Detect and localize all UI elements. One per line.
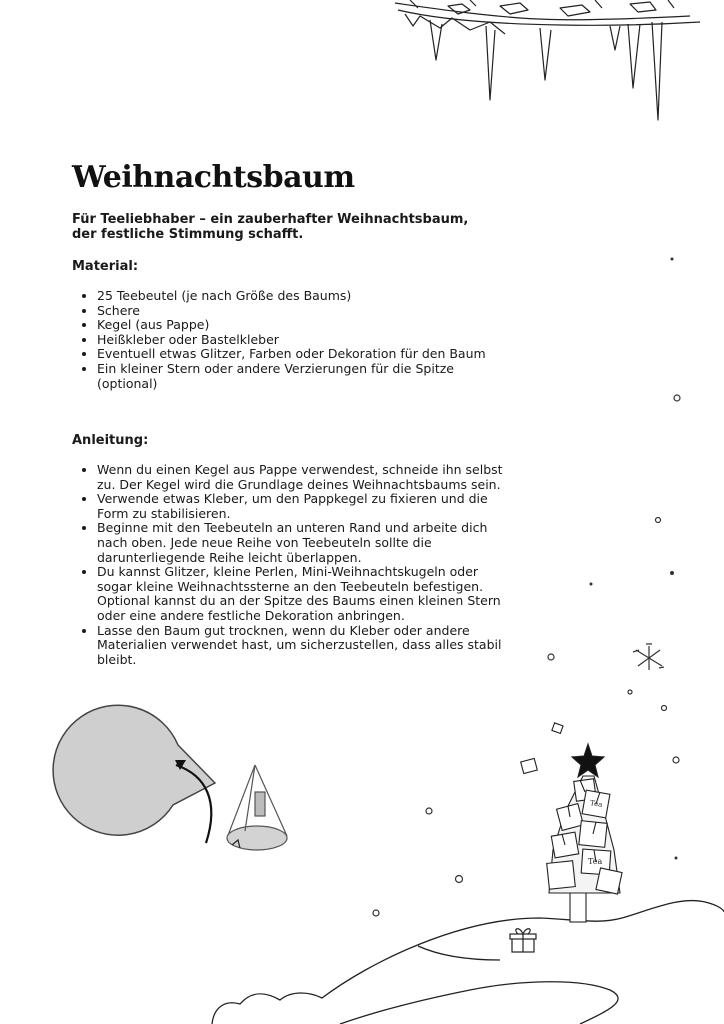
list-item: • Beginne mit den Teebeuteln an unteren Rand und arbeite dich nach oben. Jede neue Reihe von Teebeuteln sollte die darunterliegende Reihe leicht überlappen.: [97, 521, 507, 565]
instructions-heading: Anleitung:: [72, 433, 149, 448]
page-title: Weihnachtsbaum: [72, 160, 355, 195]
list-item: • Lasse den Baum gut trocknen, wenn du Kleber oder andere Materialien verwendet hast, um sicherzustellen, dass alles stabil bleibt.: [97, 624, 507, 668]
gift-icon: [510, 929, 536, 952]
material-list: [80, 289, 507, 391]
list-item: • 25 Teebeutel (je nach Größe des Baums): [97, 289, 507, 304]
tea-tag-label: Tea: [588, 857, 603, 866]
list-item: • Heißkleber oder Bastelkleber: [97, 333, 507, 348]
tea-tag-label: Tea: [589, 799, 604, 810]
list-item: • Schere: [97, 304, 507, 319]
cone-cutout-diagram: [53, 705, 215, 843]
material-heading: Material:: [72, 259, 139, 274]
icicle-branch-drawing: [395, 0, 700, 120]
star-icon: [572, 744, 604, 777]
snowy-hill-drawing: [212, 901, 724, 1024]
list-item: • Du kannst Glitzer, kleine Perlen, Mini-Weihnachtskugeln oder sogar kleine Weihnachtssterne an den Teebeuteln befestigen. Optional kannst du an der Spitze des Baums einen kleinen Stern oder eine andere festliche Dekoration anbringen.: [97, 565, 507, 623]
list-item: • Wenn du einen Kegel aus Pappe verwendest, schneide ihn selbst zu. Der Kegel wird die Grundlage deines Weihnachtsbaums sein.: [97, 463, 507, 492]
cone-diagram: [227, 765, 287, 850]
instructions-list: [80, 463, 507, 667]
flying-teabags: [521, 723, 563, 774]
list-item: • Ein kleiner Stern oder andere Verzierungen für die Spitze (optional): [97, 362, 507, 391]
list-item: • Kegel (aus Pappe): [97, 318, 507, 333]
subtitle: Für Teeliebhaber – ein zauberhafter Weihnachtsbaum, der festliche Stimmung schafft.: [72, 212, 469, 242]
snowflake-icon: [633, 644, 664, 670]
list-item: • Verwende etwas Kleber, um den Pappkegel zu fixieren und die Form zu stabilisieren.: [97, 492, 507, 521]
teabag-tree-drawing: [547, 744, 622, 922]
list-item: • Eventuell etwas Glitzer, Farben oder Dekoration für den Baum: [97, 347, 507, 362]
snow-dots: [590, 258, 678, 860]
